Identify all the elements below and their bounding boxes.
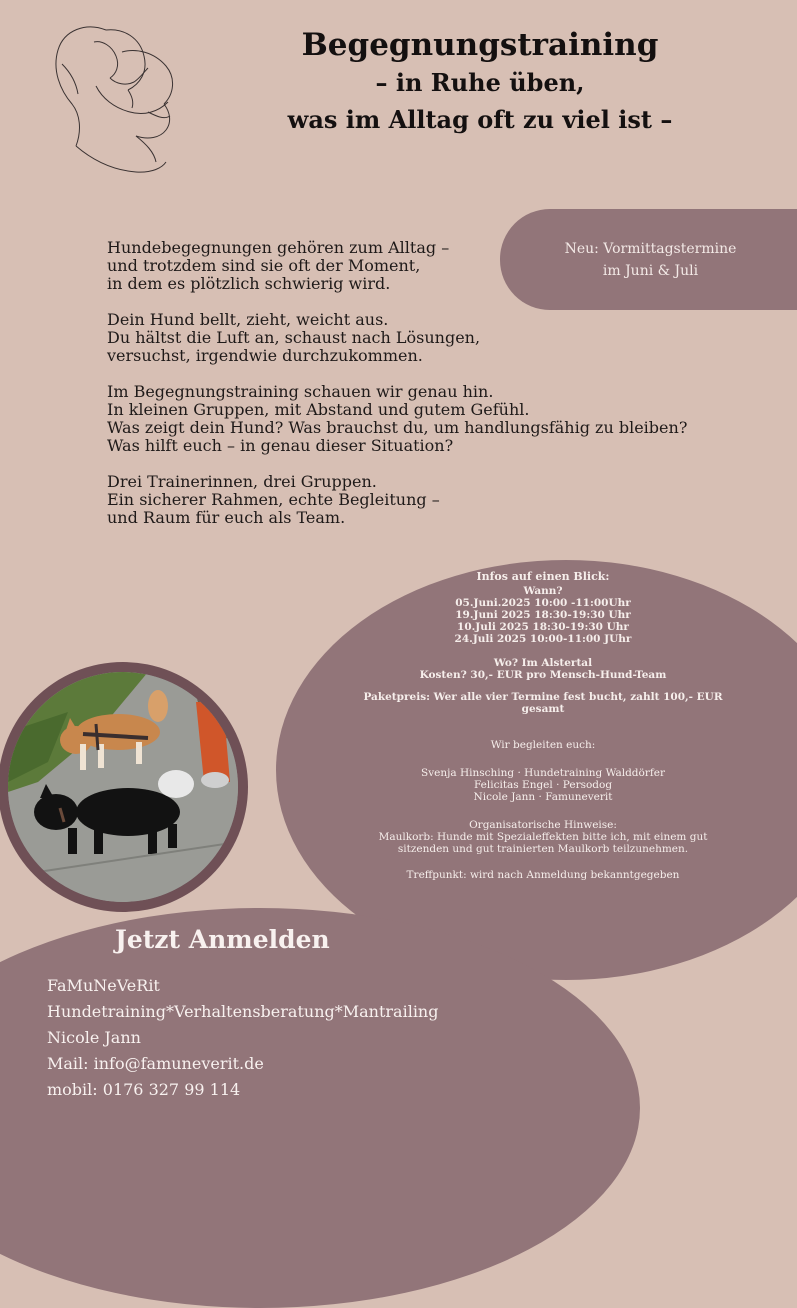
date-item: 19.Juni 2025 18:30-19:30 Uhr [455,609,631,621]
new-morning-dates-badge [500,209,797,310]
date-item: 10.Juli 2025 18:30-19:30 Uhr [457,621,629,633]
intro-line: Du hältst die Luft an, schaust nach Lösungen, [107,328,481,347]
meeting-point: Treffpunkt: wird nach Anmeldung bekanntgegeben [406,869,680,881]
intro-line: Im Begegnungstraining schauen wir genau hin. [107,382,494,401]
badge-line-1: Neu: Vormittagstermine [564,240,737,257]
intro-line: Was zeigt dein Hund? Was brauchst du, um handlungsfähig zu bleiben? [107,418,688,437]
contact-line-mail: Mail: info@famuneverit.de [47,1054,264,1073]
location: Wo? Im Alstertal [493,657,593,669]
contact-block [47,973,438,1103]
info-heading: Infos auf einen Blick: [476,570,610,583]
intro-paragraph [107,473,767,527]
title-sub-line-1: – in Ruhe üben, [375,68,585,97]
contact-line-brand: FaMuNeVeRit [47,976,160,995]
cost: Kosten? 30,- EUR pro Mensch-Hund-Team [419,669,667,681]
intro-line: versuchst, irgendwie durchzukommen. [107,346,423,365]
badge-line-2: im Juni & Juli [602,262,699,279]
dogs-photo-drawing [8,672,238,902]
intro-paragraph [107,311,767,365]
org-muzzle-line-1: Maulkorb: Hunde mit Spezialeffekten bitte ich, mit einem gut [378,831,708,843]
intro-line: Dein Hund bellt, zieht, weicht aus. [107,310,389,329]
page-title [230,26,730,138]
intro-line: und Raum für euch als Team. [107,508,346,527]
package-price-line-2: gesamt [521,703,565,715]
trainer-item: Svenja Hinsching · Hundetraining Walddörfer [421,767,665,779]
intro-line: und trotzdem sind sie oft der Moment, [107,256,421,275]
title-main: Begegnungstraining [301,27,659,63]
intro-line: Hundebegegnungen gehören zum Alltag – [107,238,450,257]
intro-paragraph [107,383,767,455]
trainer-item: Felicitas Engel · Persodog [473,779,613,791]
intro-line: in dem es plötzlich schwierig wird. [107,274,391,293]
intro-line: Was hilft euch – in genau dieser Situation? [107,436,454,455]
package-price-line-1: Paketpreis: Wer alle vier Termine fest bucht, zahlt 100,- EUR [363,691,723,703]
intro-line: Drei Trainerinnen, drei Gruppen. [107,472,377,491]
date-item: 05.Juni.2025 10:00 -11:00Uhr [455,597,631,609]
trainer-item: Nicole Jann · Famuneverit [473,791,613,803]
title-sub-line-2: was im Alltag oft zu viel ist – [287,105,673,134]
when-label: Wann? [523,585,563,597]
contact-line-name: Nicole Jann [47,1028,141,1047]
couple-line-art-illustration [36,12,186,180]
contact-line-mobile: mobil: 0176 327 99 114 [47,1080,241,1099]
org-muzzle-line-2: sitzenden und gut trainierten Maulkorb teilzunehmen. [397,843,689,855]
org-heading: Organisatorische Hinweise: [469,819,617,831]
intro-line: Ein sicherer Rahmen, echte Begleitung – [107,490,440,509]
register-heading: Jetzt Anmelden [115,925,330,954]
intro-line: In kleinen Gruppen, mit Abstand und gutem Gefühl. [107,400,530,419]
dogs-photo [8,672,238,902]
date-item: 24.Juli 2025 10:00-11:00 JUhr [454,633,632,645]
contact-line-services: Hundetraining*Verhaltensberatung*Mantrailing [47,1002,439,1021]
info-panel [330,569,756,891]
companions-heading: Wir begleiten euch: [490,739,596,751]
